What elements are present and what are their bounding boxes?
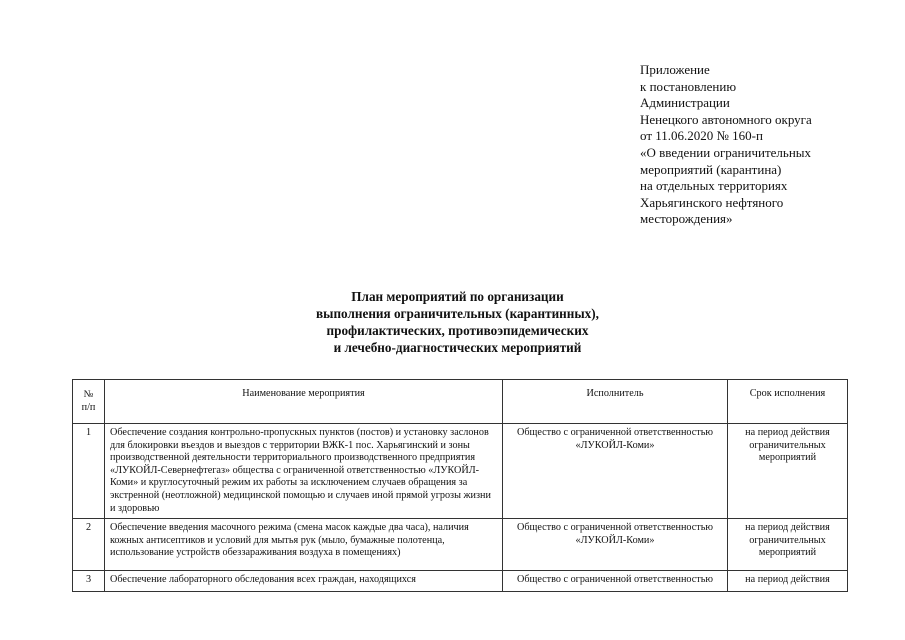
document-title — [230, 288, 685, 356]
appendix-line: Харьягинского нефтяного — [640, 194, 784, 210]
table-header-row — [73, 380, 848, 424]
appendix-line: к постановлению — [640, 78, 737, 94]
appendix-block — [640, 62, 890, 228]
table-row — [73, 519, 848, 571]
row-executor: Общество с ограниченной ответственностью — [503, 571, 728, 592]
appendix-line: на отдельных территориях — [640, 178, 788, 194]
row-term: на период действия — [728, 571, 848, 592]
header-name: Наименование мероприятия — [105, 380, 503, 424]
row-number: 2 — [73, 519, 105, 571]
table-row — [73, 571, 848, 592]
appendix-line: месторождения» — [640, 211, 733, 227]
row-number: 3 — [73, 571, 105, 592]
row-measure: Обеспечение введения масочного режима (смена масок каждые два часа), наличия кожных антисептиков и условий для мытья рук (мыло, бумажные полотенца, использование устройств обеззараживания воздуха в помещениях) — [105, 519, 503, 571]
row-measure: Обеспечение лабораторного обследования всех граждан, находящихся — [105, 571, 503, 592]
header-executor: Исполнитель — [503, 380, 728, 424]
header-number-line1: № — [83, 388, 94, 400]
appendix-line: «О введении ограничительных — [640, 144, 812, 160]
title-line: выполнения ограничительных (карантинных), — [316, 306, 599, 321]
header-term: Срок исполнения — [728, 380, 848, 424]
header-number-line2: п/п — [81, 401, 96, 413]
title-line: План мероприятий по организации — [351, 289, 564, 304]
appendix-line: Приложение — [640, 62, 710, 77]
title-line: и лечебно-диагностических мероприятий — [333, 340, 582, 355]
header-number — [73, 380, 105, 424]
row-term: на период действия ограничительных мероприятий — [728, 424, 848, 519]
row-executor: Общество с ограниченной ответственностью «ЛУКОЙЛ-Коми» — [503, 424, 728, 519]
row-number: 1 — [73, 424, 105, 519]
row-measure: Обеспечение создания контрольно-пропускных пунктов (постов) и установку заслонов для блокировки въездов и выездов с территории ВЖК-1 пос. Харьягинский и зоны производственной деятельности территориального производственного предприятия «ЛУКОЙЛ-Севернефтегаз» общества с ограниченной ответственностью «ЛУКОЙЛ-Коми» и круглосуточный режим их работы за исключением случаев обращения за экстренной (неотложной) медицинской помощью и случаев иной прямой угрозы жизни и здоровью — [105, 424, 503, 519]
appendix-line: от 11.06.2020 № 160-п — [640, 128, 763, 144]
appendix-line: Ненецкого автономного округа — [640, 111, 812, 127]
table-row — [73, 424, 848, 519]
appendix-line: Администрации — [640, 95, 730, 111]
row-term: на период действия ограничительных мероприятий — [728, 519, 848, 571]
row-executor: Общество с ограниченной ответственностью «ЛУКОЙЛ-Коми» — [503, 519, 728, 571]
appendix-line: мероприятий (карантина) — [640, 161, 782, 177]
measures-table — [72, 379, 848, 592]
title-line: профилактических, противоэпидемических — [326, 323, 589, 338]
